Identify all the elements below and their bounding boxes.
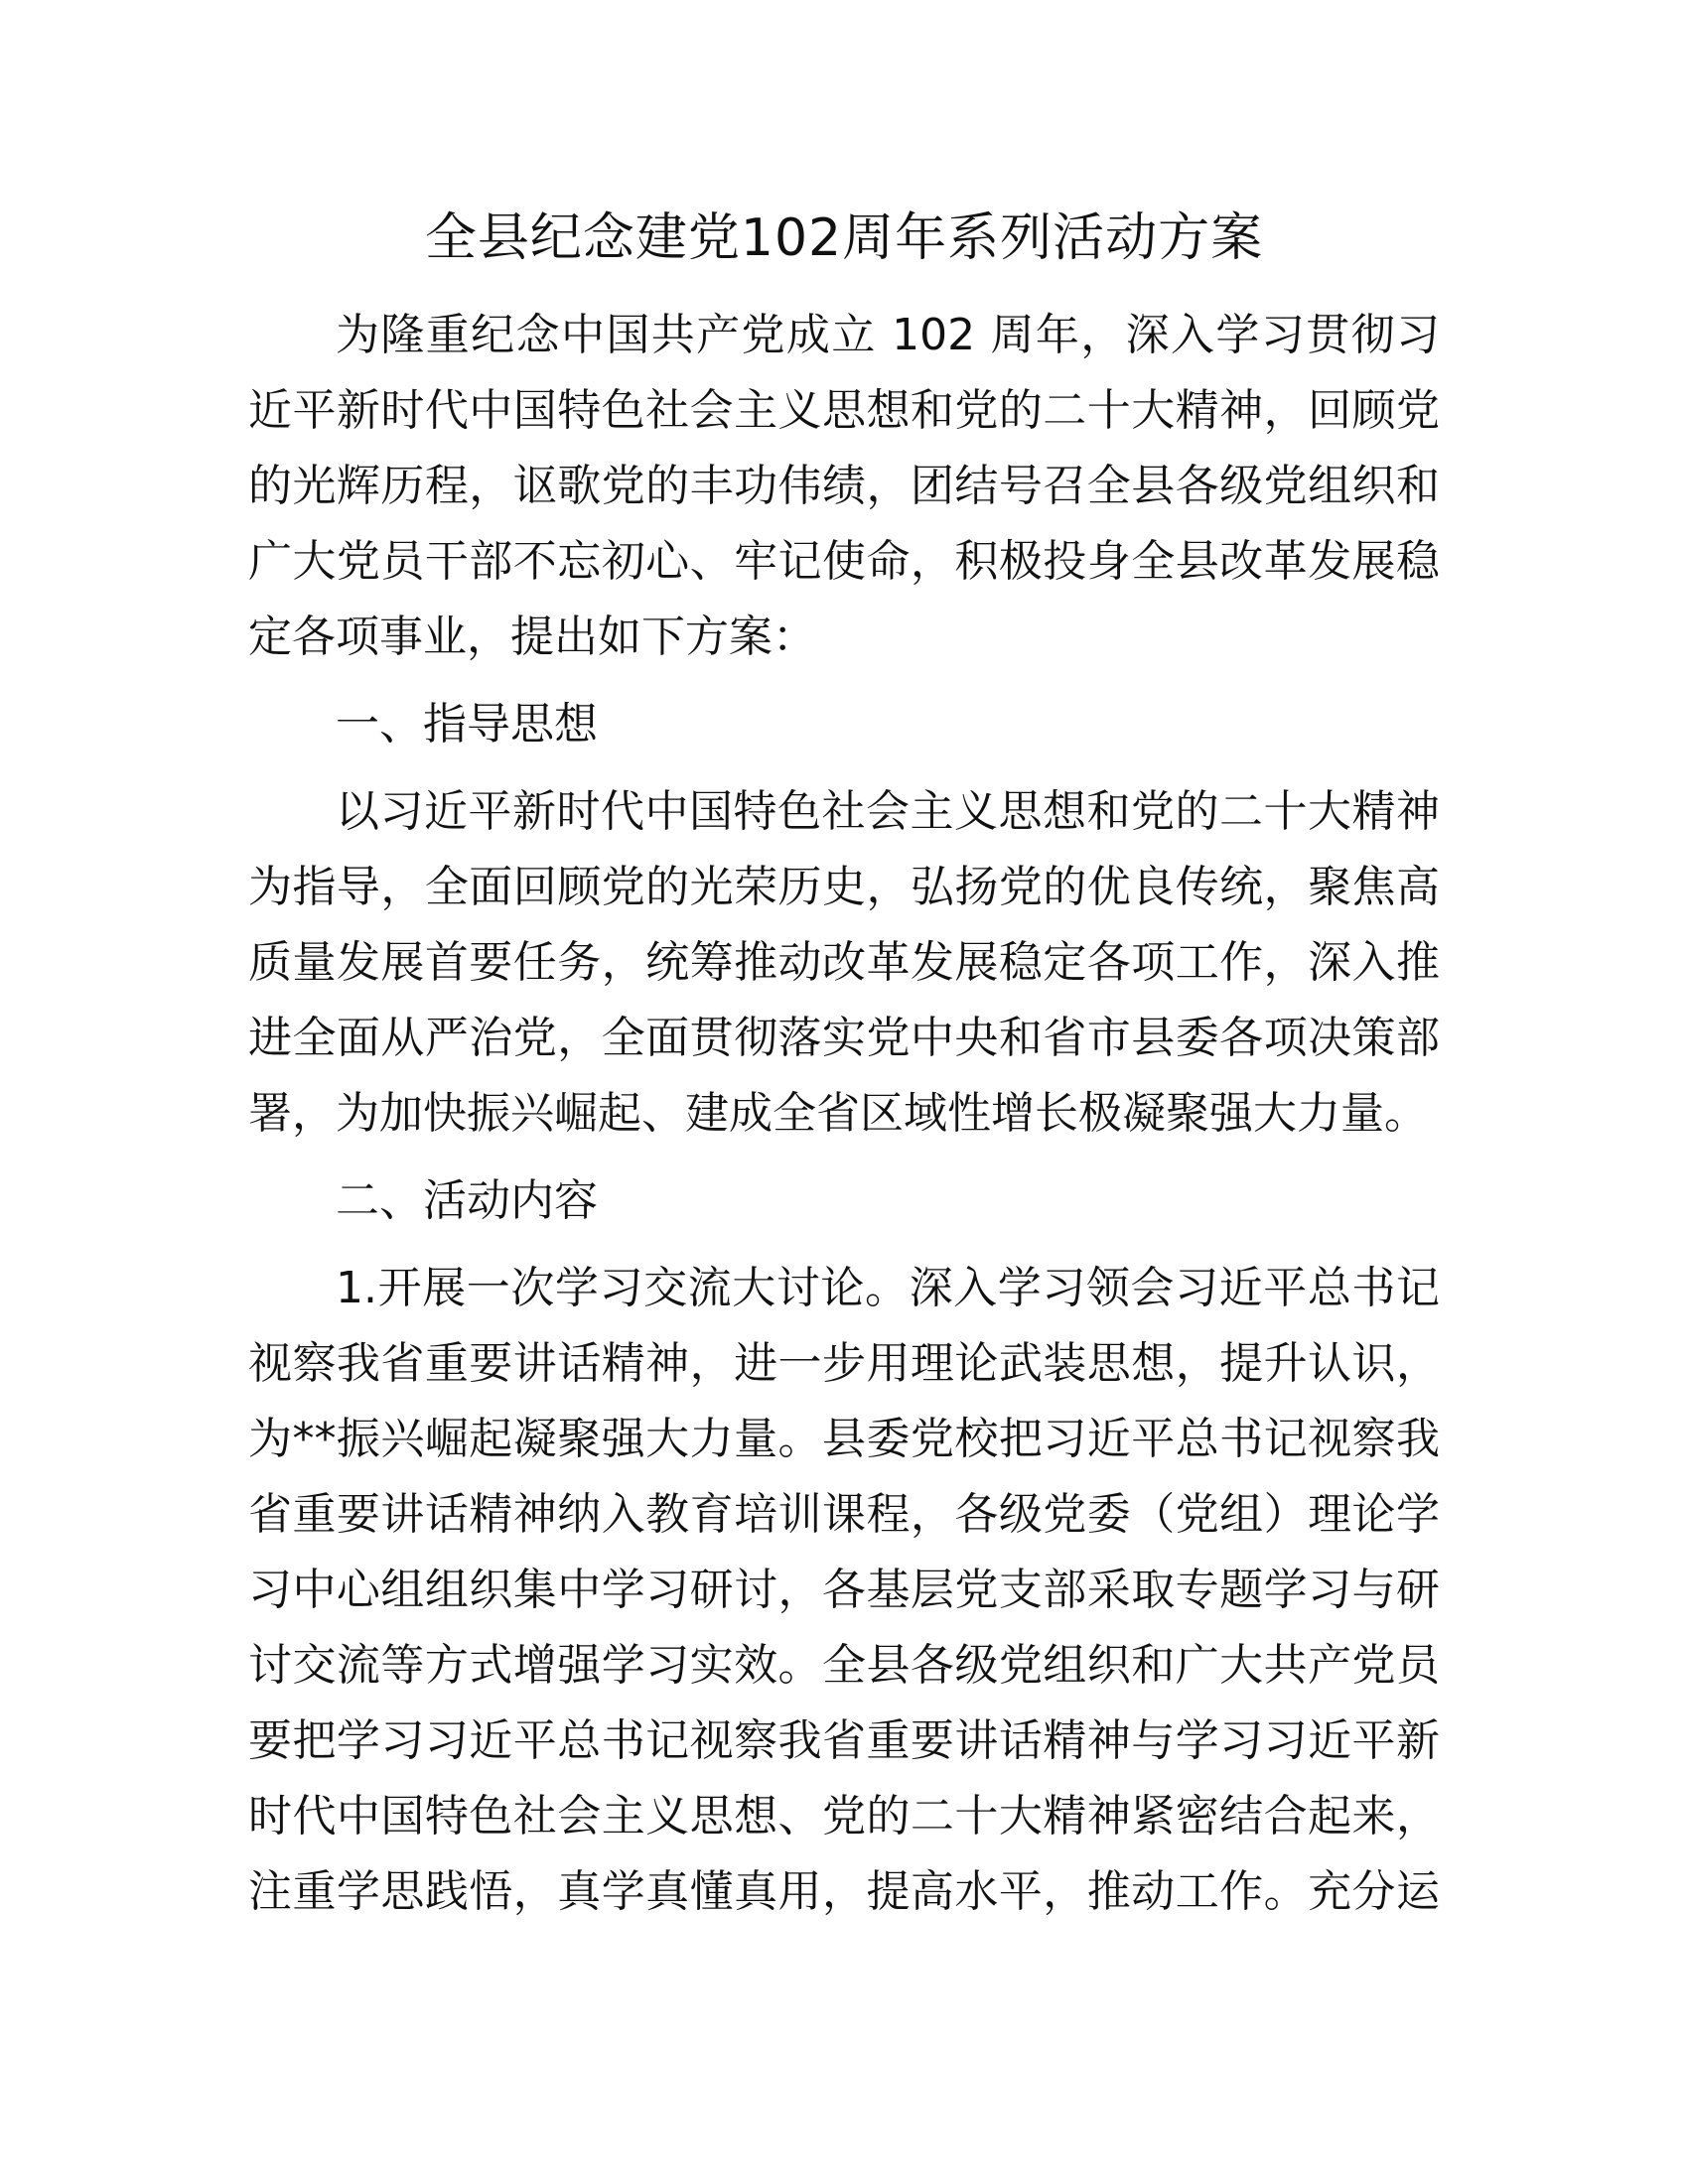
text-line: 为指导，全面回顾党的光荣历史，弘扬党的优良传统，聚焦高 [248, 862, 1440, 912]
text-line: 定各项事业，提出如下方案： [248, 612, 816, 662]
guiding-ideology-paragraph [248, 774, 1440, 1152]
activity-content-paragraph [248, 1251, 1440, 1930]
text-line: 以习近平新时代中国特色社会主义思想和党的二十大精神 [336, 786, 1440, 837]
text-line: 进全面从严治党，全面贯彻落实党中央和省市县委各项决策部 [248, 1013, 1440, 1063]
document-body [248, 298, 1440, 1930]
text-line: 省重要讲话精神纳入教育培训课程，各级党委（党组）理论学 [248, 1489, 1440, 1540]
section-heading-guiding-ideology: 一、指导思想 [336, 699, 598, 750]
section-heading-activity-content: 二、活动内容 [336, 1175, 598, 1226]
text-line: 署，为加快振兴崛起、建成全省区域性增长极凝聚强大力量。 [248, 1088, 1428, 1139]
text-line: 为隆重纪念中国共产党成立 102 周年，深入学习贯彻习 [336, 310, 1440, 360]
text-line: 的光辉历程，讴歌党的丰功伟绩，团结号召全县各级党组织和 [248, 461, 1440, 511]
text-line: 视察我省重要讲话精神，进一步用理论武装思想，提升认识， [248, 1338, 1440, 1389]
text-line: 为**振兴崛起凝聚强大力量。县委党校把习近平总书记视察我 [248, 1414, 1440, 1464]
text-line: 1.开展一次学习交流大讨论。深入学习领会习近平总书记 [336, 1263, 1440, 1313]
text-line: 时代中国特色社会主义思想、党的二十大精神紧密结合起来， [248, 1791, 1440, 1842]
intro-paragraph [248, 298, 1440, 675]
text-line: 要把学习习近平总书记视察我省重要讲话精神与学习习近平新 [248, 1715, 1440, 1766]
text-line: 习中心组组织集中学习研讨，各基层党支部采取专题学习与研 [248, 1565, 1440, 1615]
text-line: 广大党员干部不忘初心、牢记使命，积极投身全县改革发展稳 [248, 536, 1440, 587]
text-line: 近平新时代中国特色社会主义思想和党的二十大精神，回顾党 [248, 385, 1440, 436]
document-title: 全县纪念建党102周年系列活动方案 [424, 208, 1264, 268]
text-line: 讨交流等方式增强学习实效。全县各级党组织和广大共产党员 [248, 1640, 1440, 1691]
text-line: 质量发展首要任务，统筹推动改革发展稳定各项工作，深入推 [248, 937, 1440, 988]
text-line: 注重学思践悟，真学真懂真用，提高水平，推动工作。充分运 [248, 1866, 1440, 1917]
